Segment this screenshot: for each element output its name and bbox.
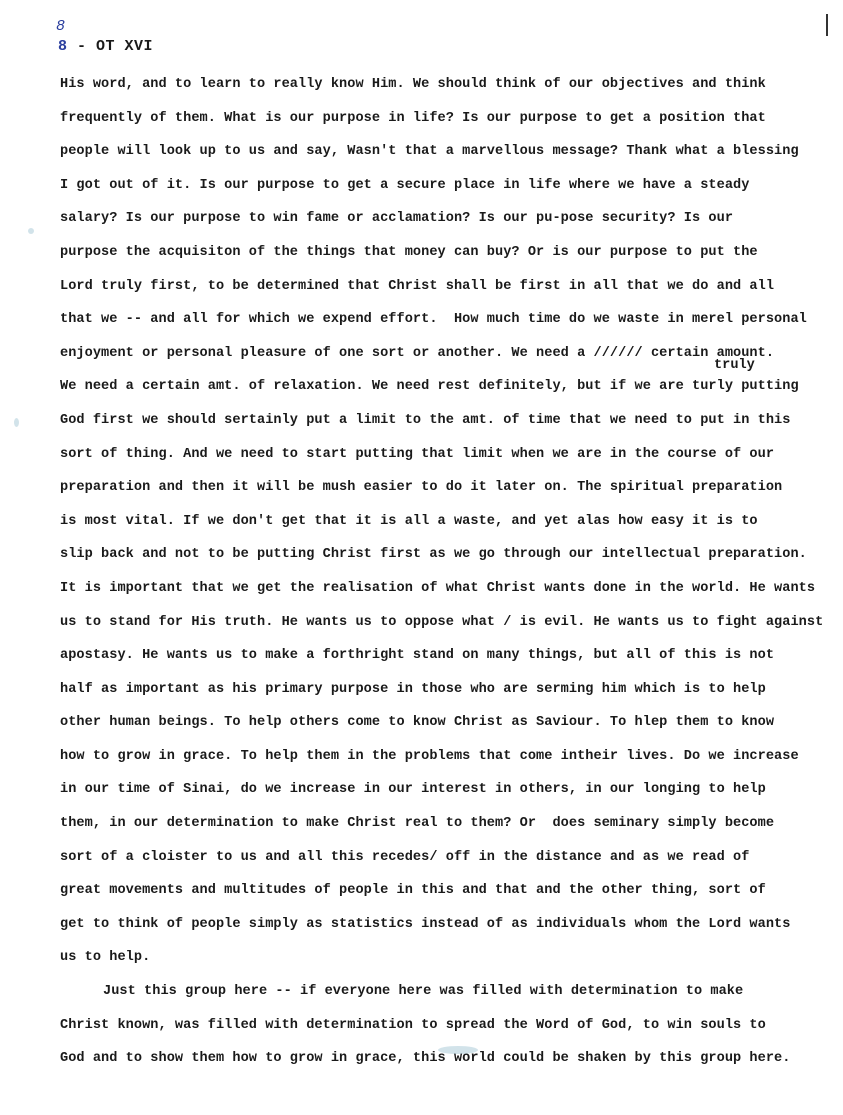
header-code: - OT XVI [77,38,154,55]
header-mark: 8 [58,38,68,55]
text-line: great movements and multitudes of people in this and that and the other thing, sort of [60,883,766,899]
text-line: God first we should sertainly put a limit to the amt. of time that we need to put in this [60,412,791,428]
text-line: apostasy. He wants us to make a forthright stand on many things, but all of this is not [60,648,775,664]
text-line: that we -- and all for which we expend effort. How much time do we waste in merel personal [60,312,807,328]
text-line: other human beings. To help others come to know Christ as Saviour. To hlep them to know [60,715,775,731]
text-line: us to help. [60,950,151,966]
page-number: 8 [56,18,66,35]
text-line: slip back and not to be putting Christ first as we go through our intellectual preparation. [60,547,807,563]
handwritten-insertion: truly [714,358,755,373]
text-line: preparation and then it will be mush easier to do it later on. The spiritual preparation [60,480,783,496]
text-line: Just this group here -- if everyone here was filled with determination to make [103,984,744,1000]
text-line: sort of a cloister to us and all this recedes/ off in the distance and as we read of [60,849,750,865]
text-line: us to stand for His truth. He wants us to oppose what / is evil. He wants us to fight against [60,614,824,630]
text-line: His word, and to learn to really know Him. We should think of our objectives and think [60,77,766,92]
body-text [60,68,840,1076]
text-line: I got out of it. Is our purpose to get a secure place in life where we have a steady [60,177,750,193]
text-line: Christ known, was filled with determination to spread the Word of God, to win souls to [60,1017,766,1033]
text-line: in our time of Sinai, do we increase in our interest in others, in our longing to help [60,782,766,798]
text-line: Lord truly first, to be determined that Christ shall be first in all that we do and all [60,278,775,294]
text-line: half as important as his primary purpose in those who are serming him which is to help [60,681,766,697]
paper-speck [28,228,34,234]
edge-mark [826,14,828,36]
text-line: salary? Is our purpose to win fame or acclamation? Is our pu-pose security? Is our [60,211,734,227]
text-line: how to grow in grace. To help them in the problems that come intheir lives. Do we increase [60,748,799,764]
text-line: It is important that we get the realisation of what Christ wants done in the world. He wants [60,580,816,596]
text-line: is most vital. If we don't get that it is all a waste, and yet alas how easy it is to [60,513,758,529]
text-line: get to think of people simply as statistics instead of as individuals whom the Lord wants [60,916,791,932]
text-line: purpose the acquisiton of the things that money can buy? Or is our purpose to put the [60,244,758,260]
text-line: God and to show them how to grow in grace, this world could be shaken by this group here. [60,1051,791,1067]
paper-speck [438,1046,478,1054]
text-line: frequently of them. What is our purpose in life? Is our purpose to get a position that [60,110,766,126]
text-line: sort of thing. And we need to start putting that limit when we are in the course of our [60,446,775,462]
text-line: enjoyment or personal pleasure of one sort or another. We need a ////// certain amount. [60,345,775,361]
paper-speck [14,418,19,427]
text-line: them, in our determination to make Christ real to them? Or does seminary simply become [60,816,775,832]
document-header [58,38,153,55]
text-line: We need a certain amt. of relaxation. We need rest definitely, but if we are turly putting [60,379,799,395]
text-line: people will look up to us and say, Wasn't that a marvellous message? Thank what a blessing [60,144,799,160]
